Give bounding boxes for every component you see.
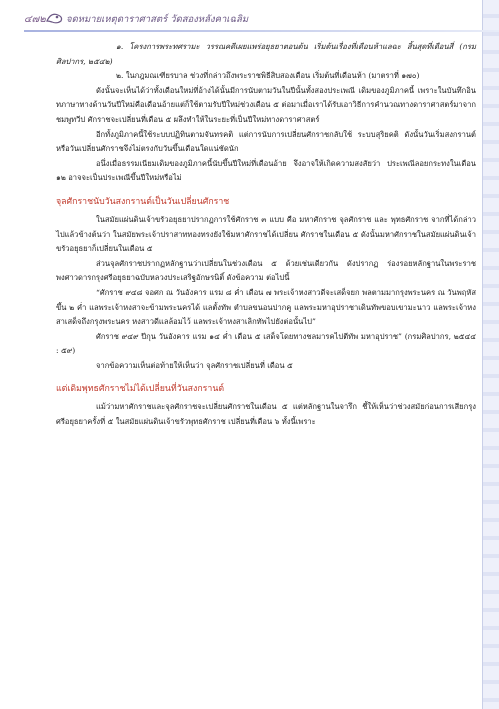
paragraph: อนึ่งเมื่อธรรมเนียมเดิมของภูมิภาคนี้นับขึ้นปีใหม่ที่เดือนอ้าย จึงอาจให้เกิดความสงสัยว่า ประเพณีลอยกระทงในเดือน ๑๒ อาจจะเป็นประเพณีขึ้นปีใหม่หรือไม่ — [56, 158, 476, 183]
paragraph: ในสมัยแผ่นดินเจ้าขรัวอยุธยาปรากฏการใช้ศักราช ๓ แบบ คือ มหาศักราช จุลศักราช และ พุทธศักราช จากที่ได้กล่าวไปแล้วข้างต้นว่า ในสมัยพระเจ้าปราสาททองทรงยังใช้มหาศักราชได้เปลี่ยน ศักราชในเดือน ๕ ดังนั้นมหาศักราชในสมัยแผ่นดินเจ้าขรัวอยุธยาก็เปลี่ยนในเดือน ๕ — [56, 214, 476, 254]
paragraph: ดังนั้นจะเห็นได้ว่าทั้งเดือนใหม่ที่อ้างได้นั้นมีการนับตามวันในปีนั้นทั้งสองประเพณี เดิมของภูมิภาคนี้ เพราะในบันทึกอินทภาษาทางด้านวันปีใหม่คือเดือนอ้ายแต่ก็ใช้ตามรับปีใหม่ช่วงเดือน ๕ ต่อมาเมื่อเราได้รับเอาวิธีการคำนวณทางดาราศาสตร์มาจากชมพูทวีป ศักราชจะเปลี่ยนที่เดือน ๕ ผลึงทำให้ในระยะที่เป็นปีใหม่ทางดาราศาสตร์ — [56, 85, 476, 124]
page-number: ๔๗๒ — [24, 14, 46, 25]
header-title: จดหมายเหตุดาราศาสตร์ วัดสองหลังคาเฉลิม — [66, 14, 249, 25]
main-content — [56, 40, 476, 430]
logo-icon — [46, 11, 64, 25]
paragraph: แม้ว่ามหาศักราชและจุลศักราชจะเปลี่ยนศักราชในเดือน ๕ แต่หลักฐานในจารึก ชี้ให้เห็นว่าช่วงสมัยก่อนการเสียกรุงศรีอยุธยาครั้งที่ ๕ ในสมัยแผ่นดินเจ้าขรัวพุทธศักราช เปลี่ยนที่เดือน ๖ ทั้งนี้เพราะ — [56, 402, 476, 427]
paragraph: ส่วนจุลศักราชปรากฏหลักฐานว่าเปลี่ยนในช่วงเดือน ๕ ด้วยเช่นเดียวกัน ดังปรากฏ ร่องรอยหลักฐานในพระราชพงศาวดารกรุงศรีอยุธยาฉบับหลวงประเสริฐอักษรนิติ์ ดังข้อความ ต่อไปนี้ — [56, 258, 476, 283]
quote-paragraph: ศักราช ๙๔๙ ปีกุน วันอังคาร แรม ๑๔ ค่ำ เดือน ๕ เสด็จโดยทางชลมารคไปตีทัพ มหาอุปราช” (กรมศิลปากร, ๒๕๔๔ : ๕๙) — [56, 331, 476, 356]
page-header — [24, 8, 499, 32]
section-heading: จุลศักราชนับวันสงกรานต์เป็นวันเปลี่ยนศักราช — [56, 196, 230, 207]
paragraph: ๒. ในกฎมณเฑียรบาล ช่วงที่กล่าวถึงพระราชพิธีสิบสองเดือน เริ่มต้นที่เดือนห้า (มาตราที่ ๑๗๐) — [116, 71, 420, 81]
paragraph: จากข้อความเห็นต่อท้ายให้เห็นว่า จุลศักราชเปลี่ยนที่ เดือน ๕ — [96, 360, 293, 370]
paragraph: ๑. โครงการพระทศรามะ วรรณคดีเผยแพร่อยุธยาตอนต้น เริ่มต้นเรื่องที่เดือนห้าแลฉะ สิ้นสุดที่เดือนสี่ (กรมศิลปากร, ๒๕๔๒) — [56, 42, 476, 66]
section-heading: แต่เดิมพุทธศักราชไม่ได้เปลี่ยนที่วันสงกรานต์ — [56, 384, 225, 395]
quote-paragraph: “ศักราช ๙๔๘ จอศก ณ วันอังคาร แรม ๘ ค่ำ เดือน ๗ พระเจ้าหงสาวดีจะเสด็จยก พลตามมากรุงพระนคร ณ วันพฤหัส ขึ้น ๒ ค่ำ แลพระเจ้าหงสาจะข้ามพระนครได้ แลตั้งทัพ ตำบลขนอนปากคู แลพระมหาอุปราชาเดินทัพขอบเขามะนาว แลพระเจ้าหงสาเสด็จถึงกรุงพระนคร หงสาวดีแลล้อมไว้ แลพระเจ้าหงสาเลิกทัพไปยังต่อนั้นไป” — [56, 287, 476, 327]
side-decorative-border — [483, 0, 499, 709]
paragraph: อีกทั้งภูมิภาคนี้ใช้ระบบปฏิทินตามจันทรคติ แต่การนับการเปลี่ยนศักราชกลับใช้ ระบบสุริยคติ ดังนั้นวันเริ่มสงกรานต์หรือวันเปลี่ยนศักราชจึงไม่ตรงกับวันขึ้นเดือนใดแน่ชัดนัก — [56, 129, 476, 154]
header-rule — [24, 30, 499, 32]
